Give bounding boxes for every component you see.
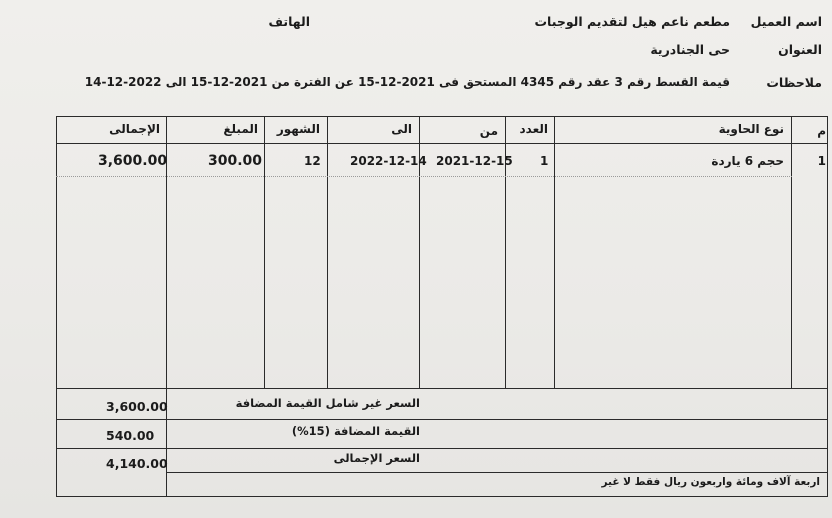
subtotal-value: 3,600.00 <box>106 399 168 414</box>
invoice-table <box>56 116 828 498</box>
table-border-right <box>827 116 828 497</box>
col-header-index: م <box>817 124 826 138</box>
col-divider-count <box>554 116 555 388</box>
summary-divider-3 <box>166 472 828 473</box>
col-header-months: الشهور <box>276 122 320 136</box>
col-divider-months <box>327 116 328 388</box>
body-divider <box>56 388 828 389</box>
address-label: العنوان <box>778 42 822 57</box>
col-header-amount: المبلغ <box>223 122 258 136</box>
address-value: حى الجنادرية <box>650 42 730 57</box>
row-to: 2022-12-14 <box>350 154 427 168</box>
table-border-left <box>56 116 57 497</box>
col-divider-type <box>791 116 792 388</box>
header-divider <box>56 143 828 144</box>
customer-value: مطعم ناعم هيل لتقديم الوجبات <box>534 14 730 29</box>
notes-value: قيمة القسط رقم 3 عقد رقم 4345 المستحق فى 2021-12-15 عن الفترة من 2021-12-15 الى 2022-12-14 <box>84 75 730 89</box>
subtotal-label: السعر غير شامل القيمة المضافة <box>235 396 420 410</box>
summary-divider-1 <box>56 419 828 420</box>
col-header-container-type: نوع الحاوية <box>718 122 784 136</box>
amount-in-words: اربعة آلاف ومائة واربعون ريال فقط لا غير <box>601 476 820 488</box>
vat-value: 540.00 <box>106 428 155 443</box>
table-border-bottom <box>56 496 828 497</box>
grand-total-label: السعر الإجمالى <box>333 451 420 465</box>
phone-label: الهاتف <box>268 14 310 29</box>
row-total: 3,600.00 <box>98 153 168 169</box>
col-header-from: من <box>479 124 498 138</box>
row-count: 1 <box>540 154 549 168</box>
col-header-to: الى <box>391 122 412 136</box>
row-container-type: حجم 6 ياردة <box>711 154 784 168</box>
row-from: 2021-12-15 <box>436 154 513 168</box>
col-header-total: الإجمالى <box>109 122 160 136</box>
col-divider-amount <box>264 116 265 388</box>
grand-total-value: 4,140.00 <box>106 456 168 471</box>
row-index: 1 <box>817 154 826 168</box>
customer-label: اسم العميل <box>750 14 822 29</box>
summary-divider-2 <box>56 448 828 449</box>
notes-label: ملاحظات <box>766 75 822 90</box>
row-months: 12 <box>304 154 321 168</box>
col-divider-total <box>166 116 167 497</box>
table-border-top <box>56 116 828 117</box>
row-amount: 300.00 <box>208 153 263 169</box>
col-header-count: العدد <box>519 122 548 136</box>
vat-label: القيمة المضافة (15%) <box>291 424 420 438</box>
row-dotted-separator <box>56 176 792 177</box>
